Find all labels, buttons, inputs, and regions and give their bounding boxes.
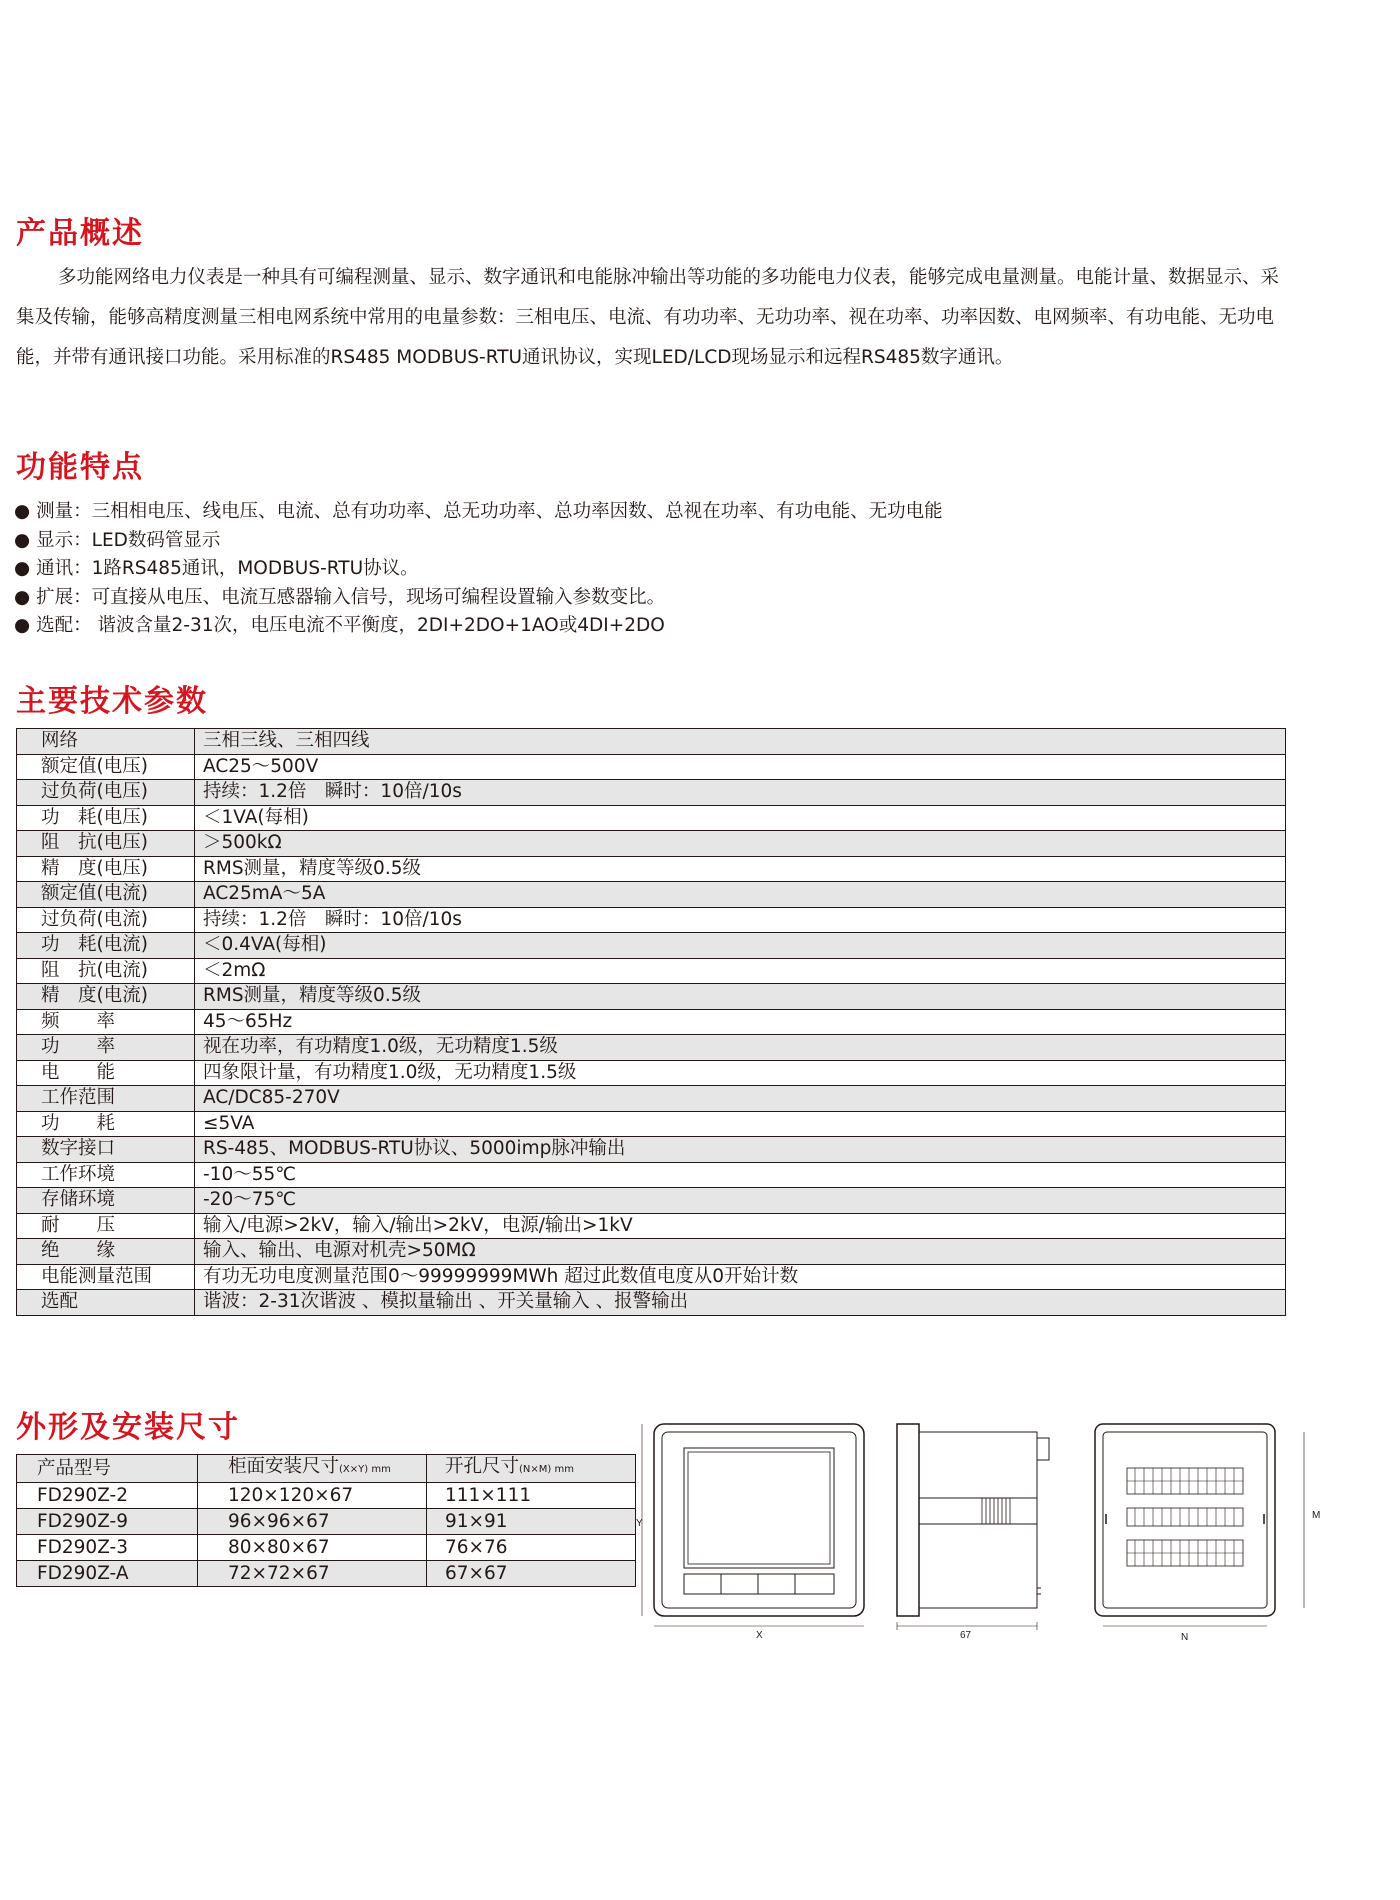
spec-value: 三相三线、三相四线	[195, 729, 1286, 755]
spec-key: 存储环境	[17, 1188, 195, 1214]
spec-row	[17, 1213, 1286, 1239]
spec-key: 精 度(电压)	[17, 856, 195, 882]
spec-row	[17, 1264, 1286, 1290]
spec-key: 网络	[17, 729, 195, 755]
model-cell: FD290Z-3	[17, 1535, 198, 1561]
panel-size-cell: 80×80×67	[198, 1535, 427, 1561]
spec-value: RS-485、MODBUS-RTU协议、5000imp脉冲输出	[195, 1137, 1286, 1163]
spec-value: RMS测量，精度等级0.5级	[195, 984, 1286, 1010]
dimension-row	[17, 1509, 636, 1535]
side-view	[897, 1424, 1049, 1641]
spec-row	[17, 1035, 1286, 1061]
spec-value: 视在功率，有功精度1.0级，无功精度1.5级	[195, 1035, 1286, 1061]
spec-row	[17, 1162, 1286, 1188]
spec-key: 过负荷(电流)	[17, 907, 195, 933]
spec-key: 功 耗(电流)	[17, 933, 195, 959]
spec-row	[17, 754, 1286, 780]
installation-diagram	[636, 1418, 1321, 1643]
spec-key: 耐 压	[17, 1213, 195, 1239]
spec-key: 额定值(电流)	[17, 882, 195, 908]
cutout-size-cell: 76×76	[427, 1535, 636, 1561]
spec-row	[17, 907, 1286, 933]
spec-row	[17, 831, 1286, 857]
spec-key: 功 率	[17, 1035, 195, 1061]
feature-item: ● 显示：LED数码管显示	[14, 527, 943, 556]
spec-value: 输入、输出、电源对机壳>50MΩ	[195, 1239, 1286, 1265]
spec-key: 额定值(电压)	[17, 754, 195, 780]
spec-row	[17, 1086, 1286, 1112]
spec-row	[17, 729, 1286, 755]
spec-value: 四象限计量，有功精度1.0级，无功精度1.5级	[195, 1060, 1286, 1086]
spec-value: AC25mA～5A	[195, 882, 1286, 908]
feature-item: ● 选配： 谐波含量2-31次，电压电流不平衡度，2DI+2DO+1AO或4DI+2DO	[14, 612, 943, 641]
dimension-row	[17, 1561, 636, 1587]
spec-value: AC/DC85-270V	[195, 1086, 1286, 1112]
panel-size-header	[198, 1455, 427, 1483]
panel-size-label: 柜面安装尺寸	[228, 1456, 340, 1477]
spec-value: ≤5VA	[195, 1111, 1286, 1137]
spec-value: 45～65Hz	[195, 1009, 1286, 1035]
panel-size-cell: 120×120×67	[198, 1483, 427, 1509]
front-view	[636, 1424, 864, 1641]
dimension-header-row	[17, 1455, 636, 1483]
overview-text: 多功能网络电力仪表是一种具有可编程测量、显示、数字通讯和电能脉冲输出等功能的多功能电力仪表，能够完成电量测量。电能计量、数据显示、采集及传输，能够高精度测量三相电网系统中常用的电量参数：三相电压、电流、有功功率、无功功率、视在功率、功率因数、电网频率、有功电能、无功电能，并带有通讯接口功能。采用标准的RS485 MODBUS-RTU通讯协议，实现LED/LCD现场显示和远程RS485数字通讯。	[16, 267, 1280, 368]
dim-x-label: X	[756, 1630, 763, 1641]
spec-key: 精 度(电流)	[17, 984, 195, 1010]
spec-key: 电能测量范围	[17, 1264, 195, 1290]
spec-row	[17, 1290, 1286, 1316]
spec-row	[17, 1239, 1286, 1265]
spec-row	[17, 1188, 1286, 1214]
spec-value: 谐波：2-31次谐波 、模拟量输出 、开关量输入 、报警输出	[195, 1290, 1286, 1316]
spec-value: ＞500kΩ	[195, 831, 1286, 857]
dim-m-label: M	[1312, 1510, 1321, 1521]
cutout-size-cell: 67×67	[427, 1561, 636, 1587]
cutout-size-cell: 111×111	[427, 1483, 636, 1509]
overview-title: 产品概述	[16, 216, 144, 251]
spec-row	[17, 856, 1286, 882]
spec-row	[17, 958, 1286, 984]
cutout-size-cell: 91×91	[427, 1509, 636, 1535]
spec-row	[17, 984, 1286, 1010]
spec-row	[17, 933, 1286, 959]
spec-key: 工作范围	[17, 1086, 195, 1112]
rear-view	[1095, 1424, 1320, 1643]
spec-value: 持续：1.2倍 瞬时：10倍/10s	[195, 780, 1286, 806]
features-title: 功能特点	[16, 450, 144, 485]
spec-key: 选配	[17, 1290, 195, 1316]
spec-key: 功 耗	[17, 1111, 195, 1137]
feature-item: ● 测量：三相相电压、线电压、电流、总有功功率、总无功功率、总功率因数、总视在功率、有功电能、无功电能	[14, 498, 943, 527]
spec-row	[17, 1009, 1286, 1035]
dim-n-label: N	[1181, 1632, 1189, 1643]
spec-value: AC25～500V	[195, 754, 1286, 780]
spec-key: 功 耗(电压)	[17, 805, 195, 831]
spec-key: 绝 缘	[17, 1239, 195, 1265]
cutout-size-label: 开孔尺寸	[445, 1456, 520, 1477]
spec-value: 有功无功电度测量范围0～99999999MWh 超过此数值电度从0开始计数	[195, 1264, 1286, 1290]
spec-row	[17, 780, 1286, 806]
spec-row	[17, 1137, 1286, 1163]
spec-key: 阻 抗(电压)	[17, 831, 195, 857]
dim-y-label: Y	[636, 1518, 643, 1529]
panel-size-unit: (X×Y) mm	[339, 1464, 391, 1475]
dimension-row	[17, 1535, 636, 1561]
cutout-size-unit: (N×M) mm	[519, 1464, 574, 1475]
panel-size-cell: 96×96×67	[198, 1509, 427, 1535]
spec-key: 工作环境	[17, 1162, 195, 1188]
spec-key: 频 率	[17, 1009, 195, 1035]
spec-value: ＜2mΩ	[195, 958, 1286, 984]
model-header: 产品型号	[17, 1455, 198, 1483]
model-cell: FD290Z-9	[17, 1509, 198, 1535]
spec-key: 阻 抗(电流)	[17, 958, 195, 984]
spec-key: 数字接口	[17, 1137, 195, 1163]
spec-row	[17, 1111, 1286, 1137]
spec-value: ＜0.4VA(每相)	[195, 933, 1286, 959]
specs-title: 主要技术参数	[16, 684, 208, 719]
spec-value: -10～55℃	[195, 1162, 1286, 1188]
spec-value: ＜1VA(每相)	[195, 805, 1286, 831]
model-cell: FD290Z-2	[17, 1483, 198, 1509]
spec-value: 持续：1.2倍 瞬时：10倍/10s	[195, 907, 1286, 933]
features-list	[14, 498, 943, 641]
spec-row	[17, 1060, 1286, 1086]
dimension-table	[16, 1454, 636, 1587]
feature-item: ● 通讯：1路RS485通讯，MODBUS-RTU协议。	[14, 555, 943, 584]
dim-depth-label: 67	[960, 1630, 972, 1641]
spec-value: RMS测量，精度等级0.5级	[195, 856, 1286, 882]
spec-value: 输入/电源>2kV，输入/输出>2kV，电源/输出>1kV	[195, 1213, 1286, 1239]
cutout-size-header	[427, 1455, 636, 1483]
spec-value: -20～75℃	[195, 1188, 1286, 1214]
dimension-row	[17, 1483, 636, 1509]
dimensions-title: 外形及安装尺寸	[16, 1410, 240, 1445]
spec-key: 电 能	[17, 1060, 195, 1086]
spec-row	[17, 882, 1286, 908]
model-cell: FD290Z-A	[17, 1561, 198, 1587]
spec-table	[16, 728, 1286, 1316]
spec-key: 过负荷(电压)	[17, 780, 195, 806]
spec-row	[17, 805, 1286, 831]
feature-item: ● 扩展：可直接从电压、电流互感器输入信号，现场可编程设置输入参数变比。	[14, 584, 943, 613]
panel-size-cell: 72×72×67	[198, 1561, 427, 1587]
